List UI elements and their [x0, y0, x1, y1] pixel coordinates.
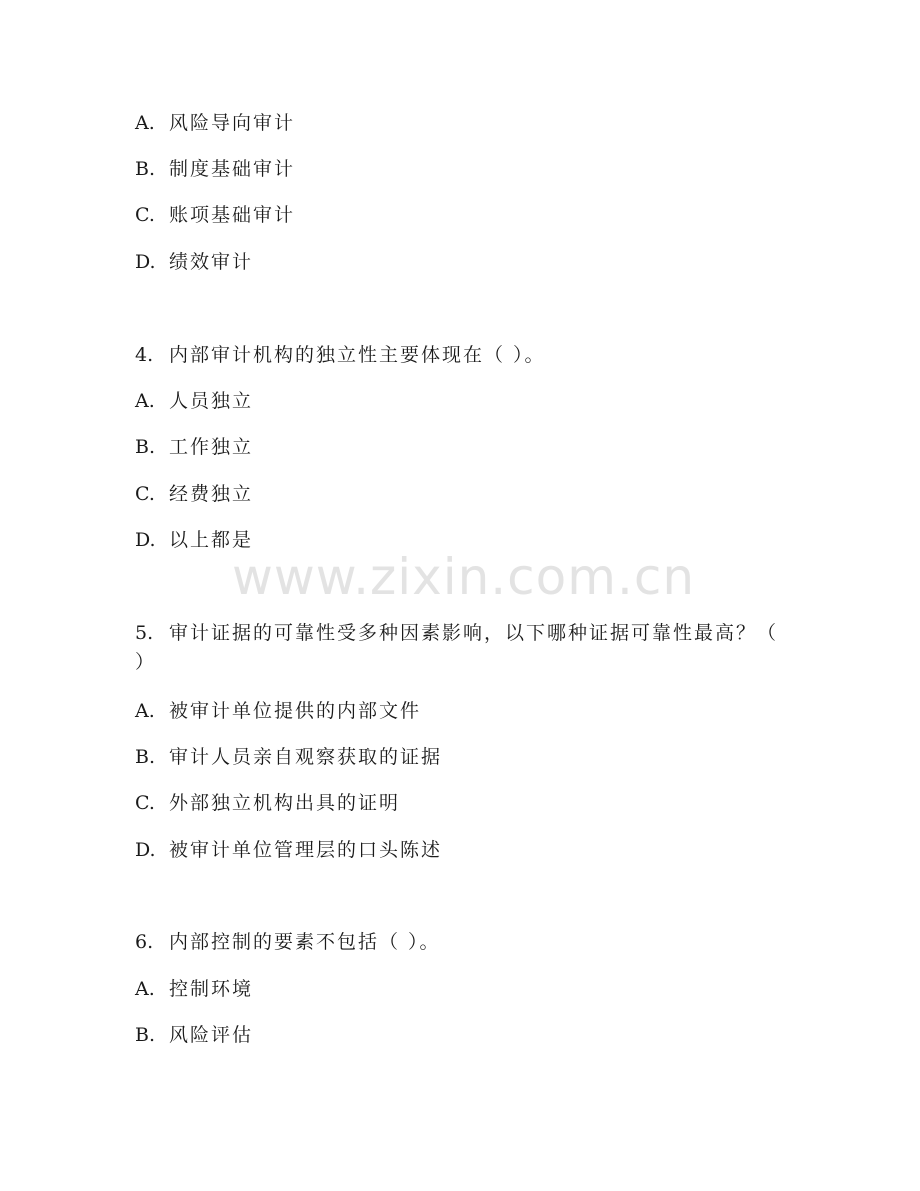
option-text: 被审计单位管理层的口头陈述 [169, 839, 443, 861]
option-text: 风险评估 [169, 1024, 254, 1046]
option-label: D. [135, 529, 156, 551]
question-text: 审计证据的可靠性受多种因素影响，以下哪种证据可靠性最高？（ ） [135, 622, 779, 673]
option-label: C. [135, 792, 155, 814]
option-text: 以上都是 [169, 529, 254, 551]
option-text: 工作独立 [169, 436, 254, 458]
option-text: 账项基础审计 [169, 204, 296, 226]
option-text: 制度基础审计 [169, 158, 296, 180]
question-number: 5. [135, 622, 154, 644]
option-text: 经费独立 [169, 483, 254, 505]
option-label: A. [135, 700, 155, 722]
question-4 [135, 343, 546, 367]
option-text: 风险导向审计 [169, 112, 296, 134]
option-b [135, 435, 253, 459]
question-text: 内部控制的要素不包括（ ）。 [169, 931, 441, 953]
option-a [135, 699, 421, 723]
option-label: C. [135, 483, 155, 505]
option-c [135, 482, 253, 506]
option-text: 审计人员亲自观察获取的证据 [169, 746, 443, 768]
option-label: A. [135, 390, 155, 412]
option-c [135, 791, 400, 815]
option-text: 绩效审计 [169, 251, 254, 273]
option-d [135, 250, 253, 274]
question-number: 4. [135, 344, 154, 366]
option-label: D. [135, 839, 156, 861]
option-label: A. [135, 112, 155, 134]
option-label: B. [135, 158, 156, 180]
option-a [135, 977, 253, 1001]
option-label: C. [135, 204, 155, 226]
option-b [135, 1023, 253, 1047]
option-a [135, 389, 253, 413]
option-label: A. [135, 978, 155, 1000]
watermark: www.zixin.com.cn [232, 548, 696, 606]
option-d [135, 838, 442, 862]
question-5 [135, 619, 795, 677]
option-label: B. [135, 746, 156, 768]
option-a [135, 111, 295, 135]
option-text: 外部独立机构出具的证明 [169, 792, 401, 814]
option-c [135, 203, 295, 227]
question-number: 6. [135, 931, 154, 953]
option-text: 被审计单位提供的内部文件 [169, 700, 422, 722]
question-6 [135, 930, 441, 954]
option-text: 人员独立 [169, 390, 254, 412]
option-label: D. [135, 251, 156, 273]
option-label: B. [135, 1024, 156, 1046]
option-b [135, 157, 295, 181]
question-text: 内部审计机构的独立性主要体现在（ ）。 [169, 344, 546, 366]
option-label: B. [135, 436, 156, 458]
option-text: 控制环境 [169, 978, 254, 1000]
option-b [135, 745, 442, 769]
